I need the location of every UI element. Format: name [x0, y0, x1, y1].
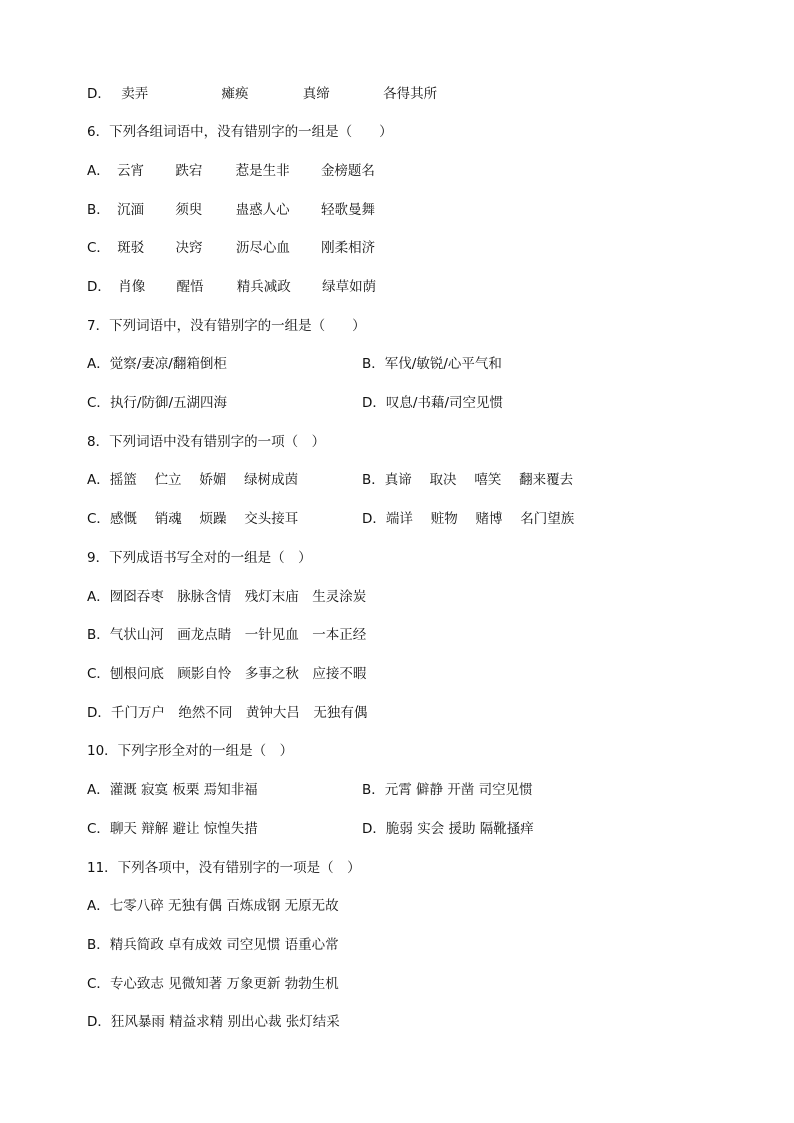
word: 各得其所 — [383, 86, 438, 102]
option-10c — [87, 819, 258, 839]
word: 惹是生非 — [235, 163, 290, 179]
word: 轻歌曼舞 — [320, 202, 375, 218]
option-label: B． — [87, 937, 110, 953]
option-11c — [87, 974, 339, 994]
option-label: D． — [87, 705, 111, 721]
option-text: 真谛 取决 嘻笑 翻来覆去 — [384, 472, 574, 488]
word: 沥尽心血 — [235, 240, 290, 256]
option-label: D． — [87, 1014, 111, 1030]
question-8: 8．下列词语中没有错别字的一项（ ） — [87, 434, 326, 450]
word: 云宵 — [117, 163, 145, 179]
option-11b — [87, 935, 339, 955]
option-label: C． — [87, 395, 110, 411]
option-label: D． — [362, 395, 386, 411]
option-label: A． — [87, 163, 110, 179]
word: 卖弄 — [121, 86, 149, 102]
option-label: D． — [362, 511, 386, 527]
word: 绿草如荫 — [322, 279, 377, 295]
question-11: 11．下列各项中，没有错别字的一项是（ ） — [87, 860, 361, 876]
option-label: B． — [362, 356, 385, 372]
option-9d — [87, 703, 367, 723]
option-9c — [87, 664, 366, 684]
word: 决窍 — [175, 240, 203, 256]
option-6c — [87, 238, 375, 258]
word: 蛊惑人心 — [235, 202, 290, 218]
option-8b — [362, 470, 573, 490]
option-6a — [87, 161, 375, 181]
option-label: D． — [87, 279, 111, 295]
option-label: C． — [87, 511, 110, 527]
word: 瘫痪 — [221, 86, 249, 102]
option-6b — [87, 200, 375, 220]
question-7: 7．下列词语中，没有错别字的一组是（ ） — [87, 318, 366, 334]
word: 须臾 — [175, 202, 203, 218]
option-7c — [87, 393, 227, 413]
option-8c — [87, 509, 298, 529]
option-label: C． — [87, 976, 110, 992]
option-text: 感慨 销魂 烦躁 交头接耳 — [109, 511, 299, 527]
option-label: C． — [87, 240, 110, 256]
option-text: 摇篮 伫立 娇媚 绿树成茵 — [109, 472, 299, 488]
word: 醒悟 — [176, 279, 204, 295]
option-text: 元霄 僻静 开凿 司空见惯 — [384, 782, 533, 798]
option-label: B． — [362, 782, 385, 798]
option-8a — [87, 470, 298, 490]
option-text: 执行/防御/五湖四海 — [109, 395, 228, 411]
word: 沉湎 — [117, 202, 145, 218]
option-label: A． — [87, 589, 110, 605]
option-text: 刨根问底 顾影自怜 多事之秋 应接不暇 — [109, 666, 367, 682]
option-text: 七零八碎 无独有偶 百炼成钢 无原无故 — [109, 898, 339, 914]
option-text: 觉察/妻凉/翻箱倒柜 — [109, 356, 227, 372]
option-7b — [362, 354, 502, 374]
option-text: 端详 赃物 赌博 名门望族 — [385, 511, 575, 527]
option-label: B． — [87, 627, 110, 643]
option-label: A． — [87, 898, 110, 914]
option-text: 灌溉 寂寞 板栗 焉知非福 — [109, 782, 258, 798]
word: 真缔 — [302, 86, 330, 102]
option-5d — [87, 84, 437, 104]
question-6: 6．下列各组词语中，没有错别字的一组是（ ） — [87, 124, 393, 140]
option-10a — [87, 780, 258, 800]
option-11d — [87, 1012, 340, 1032]
option-text: 军伐/敏锐/心平气和 — [384, 356, 502, 372]
option-label: D． — [87, 86, 111, 102]
option-10b — [362, 780, 533, 800]
option-label: C． — [87, 821, 110, 837]
question-10: 10．下列字形全对的一组是（ ） — [87, 743, 294, 759]
option-label: A． — [87, 472, 110, 488]
option-text: 狂风暴雨 精益求精 别出心裁 张灯结采 — [110, 1014, 340, 1030]
option-label: A． — [87, 782, 110, 798]
option-label: C． — [87, 666, 110, 682]
word: 跌宕 — [175, 163, 203, 179]
option-label: A． — [87, 356, 110, 372]
option-7a — [87, 354, 227, 374]
option-11a — [87, 896, 339, 916]
option-8d — [362, 509, 574, 529]
word: 刚柔相济 — [321, 240, 376, 256]
option-10d — [362, 819, 534, 839]
option-text: 专心致志 见微知著 万象更新 勃勃生机 — [109, 976, 339, 992]
word: 精兵减政 — [236, 279, 291, 295]
option-label: B． — [362, 472, 385, 488]
question-9: 9．下列成语书写全对的一组是（ ） — [87, 550, 312, 566]
option-9b — [87, 625, 366, 645]
word: 斑驳 — [117, 240, 145, 256]
option-9a — [87, 587, 366, 607]
option-label: D． — [362, 821, 386, 837]
option-7d — [362, 393, 503, 413]
option-text: 脆弱 实会 援助 隔靴搔痒 — [385, 821, 534, 837]
option-text: 聊天 辩解 避让 惊惶失措 — [109, 821, 258, 837]
word: 金榜题名 — [320, 163, 375, 179]
option-text: 气状山河 画龙点睛 一针见血 一本正经 — [109, 627, 367, 643]
option-text: 叹息/书藉/司空见惯 — [385, 395, 504, 411]
option-label: B． — [87, 202, 110, 218]
option-text: 精兵简政 卓有成效 司空见惯 语重心常 — [109, 937, 339, 953]
option-text: 囫囵吞枣 脉脉含情 残灯末庙 生灵涂炭 — [109, 589, 367, 605]
word: 肖像 — [118, 279, 146, 295]
option-6d — [87, 277, 376, 297]
option-text: 千门万户 绝然不同 黄钟大吕 无独有偶 — [110, 705, 368, 721]
